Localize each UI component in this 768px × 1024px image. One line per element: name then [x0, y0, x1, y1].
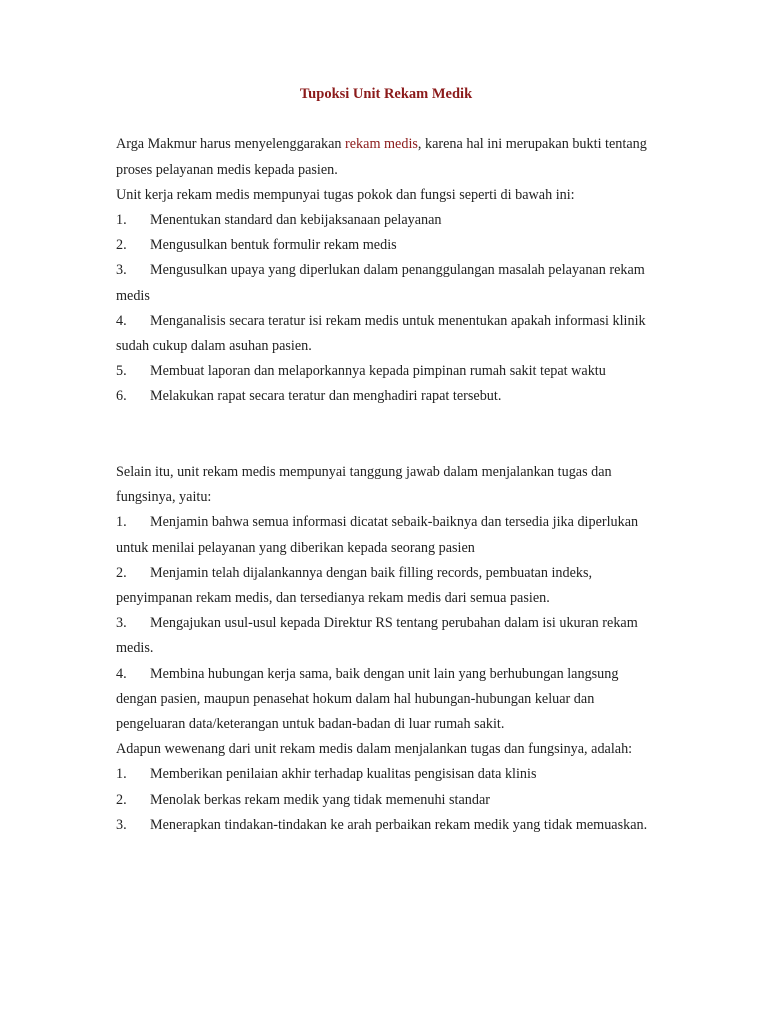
list-text: Mengusulkan upaya yang diperlukan dalam penanggulangan masalah pelayanan rekam medis	[116, 262, 645, 304]
list-text: Memberikan penilaian akhir terhadap kualitas pengisisan data klinis	[150, 766, 537, 783]
list-text: Membuat laporan dan melaporkannya kepada pimpinan rumah sakit tepat waktu	[150, 363, 606, 380]
list-number: 5.	[116, 363, 127, 380]
list-number: 2.	[116, 237, 127, 254]
list-item	[116, 208, 656, 233]
list-item	[116, 813, 656, 838]
list-number: 2.	[116, 791, 127, 808]
list-item	[116, 510, 656, 560]
section1-lead: Unit kerja rekam medis mempunyai tugas pokok dan fungsi seperti di bawah ini:	[116, 186, 575, 203]
list-number: 3.	[116, 262, 127, 279]
list-number: 2.	[116, 564, 127, 581]
list-text: Mengusulkan bentuk formulir rekam medis	[150, 237, 397, 254]
document-title: Tupoksi Unit Rekam Medik	[299, 86, 473, 102]
list-number: 4.	[116, 312, 127, 329]
list-number: 4.	[116, 665, 127, 682]
section-spacer	[116, 410, 656, 460]
section1-list	[116, 208, 656, 410]
list-item	[116, 611, 656, 661]
list-text: Menolak berkas rekam medik yang tidak memenuhi standar	[150, 791, 491, 808]
list-item	[116, 309, 656, 359]
intro-text-before: Arga Makmur harus menyelenggarakan	[116, 136, 346, 153]
list-number: 6.	[116, 388, 127, 405]
list-number: 1.	[116, 514, 127, 531]
list-text: Menjamin telah dijalankannya dengan baik filling records, pembuatan indeks, penyimpanan rekam medis, dan tersedianya rekam medis dari semua pasien.	[116, 564, 593, 607]
list-item	[116, 788, 656, 813]
list-text: Menentukan standard dan kebijaksanaan pelayanan	[150, 212, 442, 228]
list-text: Menerapkan tindakan-tindakan ke arah perbaikan rekam medik yang tidak memuaskan.	[150, 816, 648, 833]
list-text: Menjamin bahwa semua informasi dicatat sebaik-baiknya dan tersedia jika diperlukan untuk menilai pelayanan yang diberikan kepada seorang pasien	[116, 514, 639, 556]
list-text: Melakukan rapat secara teratur dan menghadiri rapat tersebut.	[150, 388, 502, 405]
list-number: 3.	[116, 615, 127, 632]
list-item	[116, 561, 656, 611]
list-item	[116, 662, 656, 738]
list-text: Menganalisis secara teratur isi rekam medis untuk menentukan apakah informasi klinik sudah cukup dalam asuhan pasien.	[116, 312, 646, 355]
intro-text-after: , karena hal ini merupakan bukti tentang proses pelayanan medis kepada pasien.	[116, 136, 647, 178]
list-number: 3.	[116, 816, 127, 833]
document-page	[116, 82, 656, 838]
section2-lead: Selain itu, unit rekam medis mempunyai tanggung jawab dalam menjalankan tugas dan fungsinya, yaitu:	[116, 464, 612, 506]
list-item	[116, 233, 656, 258]
list-item	[116, 762, 656, 787]
list-item	[116, 258, 656, 308]
list-text: Membina hubungan kerja sama, baik dengan unit lain yang berhubungan langsung dengan pasien, maupun penasehat hokum dalam hal hubungan-hubungan keluar dan pengeluaran data/keterangan untuk badan-badan di luar rumah sakit.	[116, 665, 619, 733]
list-text: Mengajukan usul-usul kepada Direktur RS tentang perubahan dalam isi ukuran rekam medis.	[116, 615, 638, 657]
list-item	[116, 359, 656, 384]
intro-paragraph	[116, 132, 656, 182]
list-number: 1.	[116, 212, 127, 228]
section2-list	[116, 510, 656, 737]
section3-lead: Adapun wewenang dari unit rekam medis dalam menjalankan tugas dan fungsinya, adalah:	[116, 741, 633, 758]
list-number: 1.	[116, 766, 127, 783]
section3-list	[116, 762, 656, 838]
rekam-medis-link[interactable]: rekam medis	[345, 136, 418, 153]
list-item	[116, 384, 656, 409]
